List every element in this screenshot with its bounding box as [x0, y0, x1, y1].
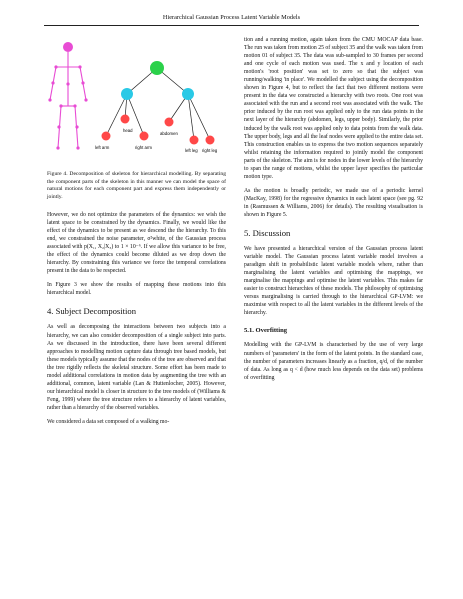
section-5-heading: 5. Discussion	[244, 228, 291, 239]
skeleton-hierarchy-diagram	[47, 36, 226, 171]
left-paragraph-4: We considered a data set composed of a walking mo-	[47, 418, 170, 425]
lower-body-node	[182, 88, 194, 100]
right-leg-node	[206, 136, 215, 145]
left-leg-node	[190, 136, 199, 145]
figure-4-caption: Figure 4. Decomposition of skeleton for hierarchical modelling. By separating the component parts of the skeleton in this manner we can model the space of natural motions for each component part and express them independently or jointly.	[47, 171, 226, 200]
right-paragraph-1: tion and a running motion, again taken from the CMU MOCAP data base. The run was taken from motion 25 of subject 35 and the walk was taken from motion 01 of subject 35. The data was sub-sampled to 30 frames per second and one cycle of each motion was used. The x and y location of each motion's 'root position' was set to zero so that the subject was running/walking 'in place'. We modelled the subject using the decomposition shown in Figure 4, but to reflect the fact that two different motions were present in the data we constructed a hierarchy with two roots. One root was associated with the run and a second root was associated with the walk. The prior induced by the run root was applied only to the run data points in the next layer of the hierarchy (abdomen, legs, upper body). Similarly, the prior induced by the walk root was applied only to data points from the walk data. The upper body, legs and all the leaf nodes were applied to the entire data set. This construction enables us to express the two motion sequences separately whilst retaining the information required to jointly model the component parts of the skeleton. The aim is for nodes in the lower levels of the hierarchy to span the range of motions, whilst the upper layer specifies the particular motion type.	[244, 37, 423, 180]
right-paragraph-2: As the motion is broadly periodic, we made use of a periodic kernel (MacKay, 1998) for the regressive dynamics in each latent space (see pg. 92 in (Rasmussen & Williams, 2006) for details). The resulting visualisation is shown in Figure 5.	[244, 187, 423, 218]
figure-4	[47, 36, 226, 171]
head-node	[121, 115, 130, 124]
abdomen-node	[165, 118, 174, 127]
running-header: Hierarchical Gaussian Process Latent Variable Models	[162, 14, 301, 21]
header-rule	[44, 25, 419, 26]
left-paragraph-2: In Figure 3 we show the results of mapping these motions into this hierarchical model.	[47, 282, 226, 297]
right-paragraph-3: We have presented a hierarchical version of the Gaussian process latent variable model. The Gaussian process latent variable model involves a paradigm shift in probabilistic latent variable models where, rather than marginalising the latent variables and optimising the mappings, we marginalise the mappings and optimise the latent variables. This makes far easier to construct hierarchies of these models. The philosophy of optimising versus marginalising is carried through to the hierarchical GP-LVM: we maximise with respect to all the latent variables in the different levels of the hierarchy.	[244, 246, 423, 317]
tree-edges	[106, 68, 210, 140]
right-column	[244, 36, 423, 382]
label-abdomen: abdomen	[160, 131, 178, 136]
label-right-arm: right arm	[135, 145, 152, 150]
left-arm-node	[102, 132, 111, 141]
upper-body-node	[121, 88, 133, 100]
right-paragraph-4: Modelling with the GP-LVM is characterised by the use of very large numbers of 'parameters' in the form of the latent points. In the standard case, the number of parameters increases linearly as a fraction, q/d, of the number of data. As long as q < d (how much less depends on the data set) problems of overfitting	[244, 342, 423, 381]
left-paragraph-1: However, we do not optimize the parameters of the dynamics: we wish the latent space to be constrained by the dynamics. Finally, we would like the effect of the dynamics to be present as we descend the the hierarchy. To this end, we constrained the noise parameter, σ²white, of the Gaussian process associated with p(X₁, X₂|X₃) to 1 × 10⁻⁶. If we allow this variance to be free, the effect of the dynamics could become diluted as we drop down the hierarchy. By constraining this variance we force the temporal correlations present in the data to be respected.	[47, 212, 226, 275]
section-4-heading: 4. Subject Decomposition	[47, 306, 137, 317]
label-head: head	[123, 128, 133, 133]
label-right-leg: right leg	[202, 148, 218, 153]
right-arm-node	[140, 132, 149, 141]
section-5-1-heading: 5.1. Overfitting	[244, 327, 288, 335]
label-left-arm: left arm	[95, 145, 110, 150]
left-column	[47, 36, 226, 426]
label-left-leg: left leg	[185, 148, 198, 153]
root-node	[150, 61, 164, 75]
left-paragraph-3: As well as decomposing the interactions between two subjects into a hierarchy, we can also consider decomposition of a single subject into parts. As we discussed in the introduction, there have been several different approaches to modelling motion capture data through tree based models, but these models typically assume that the nodes of the tree are observed and that the tree rigidly reflects the skeletal structure. Some effort has been made to model additional correlations in motion data by augmenting the tree with an additional, common, latent variable (Lan & Huttenlocher, 2005). However, our hierarchical model is closer in structure to the tree models of (Williams & Feng, 1999) where the tree structure refers to a hierarchy of latent variables, rather than a hierarchy of the observed variables.	[47, 324, 226, 411]
